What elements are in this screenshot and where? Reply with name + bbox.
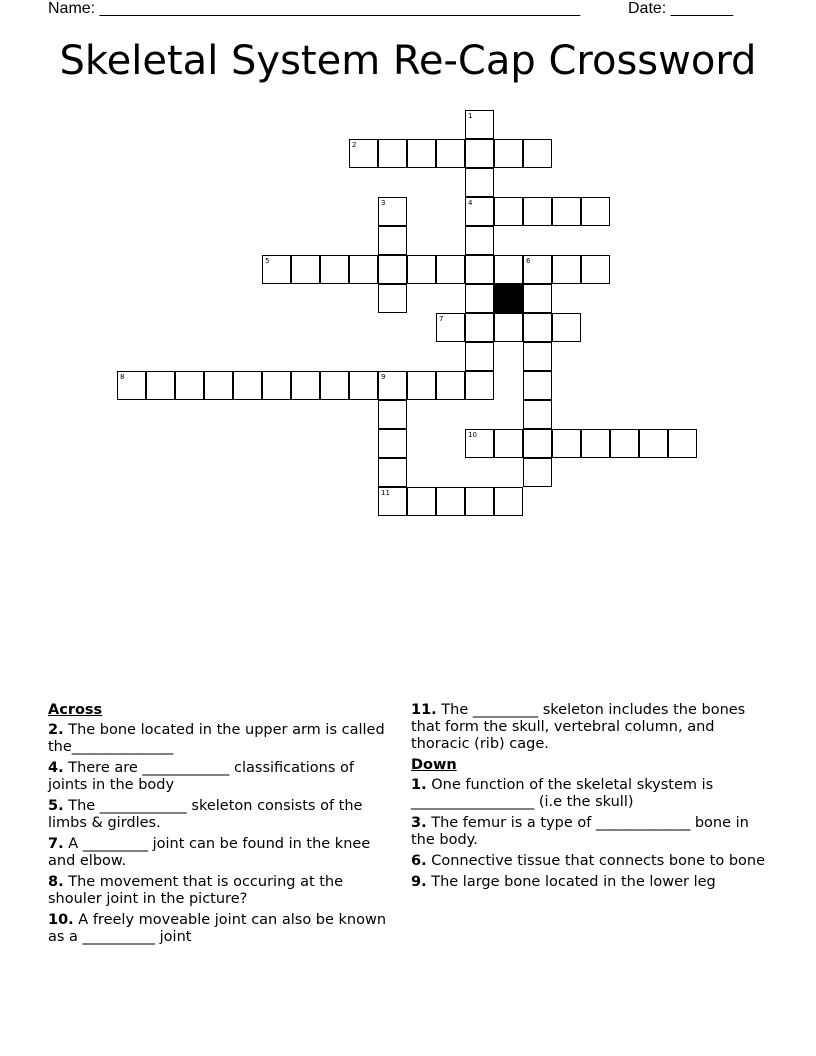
grid-cell[interactable] — [465, 313, 494, 342]
clue-number: 6 — [526, 257, 531, 265]
clue-item-text: A _________ joint can be found in the knee and elbow. — [48, 836, 371, 869]
grid-cell[interactable] — [378, 197, 407, 226]
clue-item — [48, 722, 388, 756]
clue-item-number: 5. — [48, 798, 64, 814]
grid-cell[interactable] — [523, 429, 552, 458]
grid-cell[interactable] — [436, 371, 465, 400]
grid-cell[interactable] — [465, 487, 494, 516]
grid-cell[interactable] — [494, 487, 523, 516]
clue-item — [48, 798, 388, 832]
grid-cell[interactable] — [378, 284, 407, 313]
grid-cell[interactable] — [523, 400, 552, 429]
grid-cell[interactable] — [378, 371, 407, 400]
clue-number: 3 — [381, 199, 386, 207]
clue-item-text: One function of the skeletal skystem is _________________ (i.e the skull) — [411, 777, 714, 810]
clue-item — [411, 853, 771, 870]
clue-item-number: 9. — [411, 874, 427, 890]
grid-cell[interactable] — [523, 197, 552, 226]
clue-item-number: 6. — [411, 853, 427, 869]
page-title: Skeletal System Re-Cap Crossword — [59, 38, 757, 84]
clue-item — [411, 815, 771, 849]
clue-item-text: The movement that is occuring at the shouler joint in the picture? — [48, 874, 344, 907]
clue-number: 7 — [439, 315, 444, 323]
clue-number: 1 — [468, 112, 473, 120]
grid-cell[interactable] — [436, 487, 465, 516]
grid-cell[interactable] — [523, 458, 552, 487]
grid-cell[interactable] — [494, 429, 523, 458]
grid-cell[interactable] — [378, 226, 407, 255]
clue-number: 10 — [468, 431, 477, 439]
grid-cell[interactable] — [581, 429, 610, 458]
clue-item — [48, 912, 388, 946]
grid-cell[interactable] — [117, 371, 146, 400]
grid-cell[interactable] — [349, 139, 378, 168]
clue-item — [48, 874, 388, 908]
grid-cell[interactable] — [407, 371, 436, 400]
grid-cell[interactable] — [494, 255, 523, 284]
grid-cell[interactable] — [407, 255, 436, 284]
clue-item-text: The ____________ skeleton consists of the limbs & girdles. — [48, 798, 363, 831]
grid-cell[interactable] — [465, 255, 494, 284]
grid-cell[interactable] — [349, 371, 378, 400]
grid-cell[interactable] — [378, 487, 407, 516]
date-line: Date: _______ — [628, 0, 733, 17]
clue-item-number: 1. — [411, 777, 427, 793]
grid-cell[interactable] — [639, 429, 668, 458]
grid-cell[interactable] — [378, 400, 407, 429]
clue-item-text: Connective tissue that connects bone to bone — [426, 853, 766, 869]
grid-cell[interactable] — [436, 313, 465, 342]
grid-cell[interactable] — [407, 487, 436, 516]
clue-item — [48, 760, 388, 794]
clue-number: 8 — [120, 373, 125, 381]
clue-item-number: 11. — [411, 702, 437, 718]
clue-number: 9 — [381, 373, 386, 381]
clue-item-text: The large bone located in the lower leg — [426, 874, 716, 890]
grid-cell[interactable] — [262, 255, 291, 284]
grid-cell[interactable] — [233, 371, 262, 400]
blocked-cell — [494, 284, 523, 313]
clue-item-text: There are ____________ classifications of joints in the body — [48, 760, 354, 793]
clue-item — [48, 836, 388, 870]
grid-cell[interactable] — [320, 371, 349, 400]
grid-cell[interactable] — [552, 313, 581, 342]
clues-right-column — [411, 702, 771, 895]
grid-cell[interactable] — [204, 371, 233, 400]
grid-cell[interactable] — [523, 284, 552, 313]
across-clue-list — [48, 722, 388, 946]
clue-item-number: 7. — [48, 836, 64, 852]
grid-cell[interactable] — [465, 226, 494, 255]
clue-number: 11 — [381, 489, 390, 497]
down-clue-list — [411, 777, 771, 891]
grid-cell[interactable] — [552, 197, 581, 226]
grid-cell[interactable] — [465, 168, 494, 197]
clue-item-text: The bone located in the upper arm is called the______________ — [48, 722, 385, 755]
clue-item — [411, 777, 771, 811]
grid-cell[interactable] — [378, 429, 407, 458]
grid-cell[interactable] — [465, 371, 494, 400]
clue-item-number: 8. — [48, 874, 64, 890]
grid-cell[interactable] — [523, 139, 552, 168]
name-line: Name: ______________________________________________________ — [48, 0, 581, 17]
grid-cell[interactable] — [523, 313, 552, 342]
clue-item — [411, 874, 771, 891]
clue-item-number: 4. — [48, 760, 64, 776]
grid-cell[interactable] — [465, 139, 494, 168]
clue-number: 5 — [265, 257, 270, 265]
across-continued-list — [411, 702, 771, 753]
grid-cell[interactable] — [581, 197, 610, 226]
clue-number: 4 — [468, 199, 473, 207]
grid-cell[interactable] — [378, 458, 407, 487]
grid-cell[interactable] — [668, 429, 697, 458]
down-heading: Down — [411, 757, 457, 773]
clue-item-text: A freely moveable joint can also be known as a __________ joint — [48, 912, 387, 945]
grid-cell[interactable] — [465, 110, 494, 139]
clue-item-number: 10. — [48, 912, 74, 928]
grid-cell[interactable] — [465, 342, 494, 371]
grid-cell[interactable] — [407, 139, 436, 168]
grid-cell[interactable] — [465, 284, 494, 313]
grid-cell[interactable] — [378, 255, 407, 284]
grid-cell[interactable] — [523, 342, 552, 371]
grid-cell[interactable] — [378, 139, 407, 168]
grid-cell[interactable] — [349, 255, 378, 284]
grid-cell[interactable] — [581, 255, 610, 284]
grid-cell[interactable] — [262, 371, 291, 400]
grid-cell[interactable] — [291, 371, 320, 400]
clue-number: 2 — [352, 141, 357, 149]
clue-item — [411, 702, 771, 753]
grid-cell[interactable] — [146, 371, 175, 400]
grid-cell[interactable] — [494, 197, 523, 226]
grid-cell[interactable] — [523, 371, 552, 400]
grid-cell[interactable] — [320, 255, 349, 284]
clue-item-text: The femur is a type of _____________ bone in the body. — [411, 815, 749, 848]
grid-cell[interactable] — [552, 429, 581, 458]
grid-cell[interactable] — [610, 429, 639, 458]
grid-cell[interactable] — [291, 255, 320, 284]
grid-cell[interactable] — [494, 313, 523, 342]
grid-cell[interactable] — [465, 197, 494, 226]
grid-cell[interactable] — [523, 255, 552, 284]
clue-item-text: The _________ skeleton includes the bones that form the skull, vertebral column, and thoracic (rib) cage. — [411, 702, 746, 752]
clues-left-column — [48, 702, 388, 950]
across-heading: Across — [48, 702, 103, 718]
grid-cell[interactable] — [436, 255, 465, 284]
grid-cell[interactable] — [494, 139, 523, 168]
grid-cell[interactable] — [175, 371, 204, 400]
grid-cell[interactable] — [552, 255, 581, 284]
grid-cell[interactable] — [465, 429, 494, 458]
clue-item-number: 2. — [48, 722, 64, 738]
clue-item-number: 3. — [411, 815, 427, 831]
grid-cell[interactable] — [436, 139, 465, 168]
